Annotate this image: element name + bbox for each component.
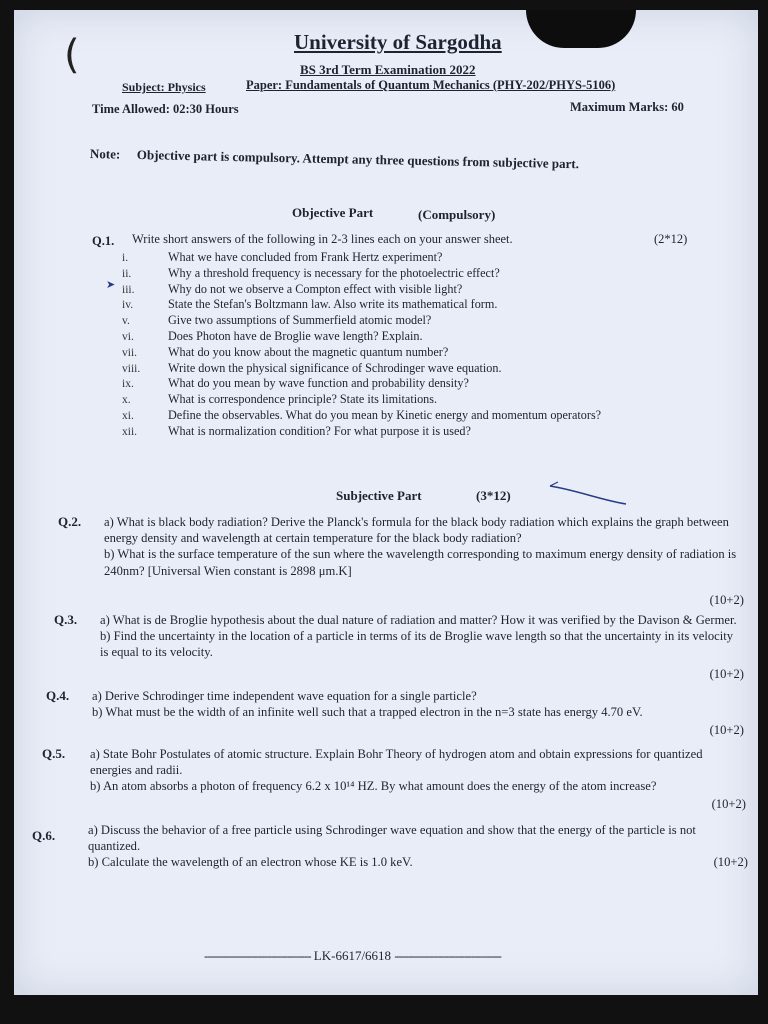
question-part-b: b) Find the uncertainty in the location of a particle in terms of its de Broglie wave length so that the uncertainty in its velocity is equal to its velocity.	[100, 629, 734, 660]
item-text: Does Photon have de Broglie wave length? Explain.	[168, 328, 423, 343]
question-marks: (10+2)	[713, 855, 748, 869]
list-item	[122, 376, 601, 392]
item-text: Why a threshold frequency is necessary for the photoelectric effect?	[168, 265, 500, 280]
objective-heading: Objective Part	[292, 205, 374, 220]
item-number: xii.	[122, 425, 138, 438]
question-block	[100, 612, 744, 680]
question-number: Q.3.	[54, 612, 78, 627]
question-part-b: b) An atom absorbs a photon of frequency 6.2 x 10¹⁴ HZ. By what amount does the energy of the atom increase?	[90, 779, 657, 794]
question-instruction: Write short answers of the following in 2-3 lines each on your answer sheet.	[132, 232, 513, 246]
footer-left-rule: --------------------------------	[204, 948, 311, 963]
short-question-list	[122, 250, 601, 440]
list-item	[122, 408, 601, 424]
list-item	[122, 424, 601, 440]
item-text: What is correspondence principle? State its limitations.	[168, 392, 438, 407]
question-block	[104, 514, 744, 607]
item-number: i.	[122, 252, 129, 264]
subject-label: Subject: Physics	[122, 80, 206, 94]
item-text: Why do not we observe a Compton effect with visible light?	[168, 281, 463, 296]
note-label: Note:	[89, 146, 121, 162]
subjective-marks: (3*12)	[476, 488, 511, 503]
question-number: Q.6.	[32, 828, 56, 843]
question-marks: (10+2)	[709, 667, 744, 681]
item-number: iii.	[122, 283, 135, 296]
list-item	[122, 345, 601, 361]
item-text: Define the observables. What do you mean by Kinetic energy and momentum operators?	[168, 407, 602, 422]
question-marks: (10+2)	[709, 593, 744, 607]
exam-paper-sheet	[14, 10, 758, 995]
question-block	[90, 746, 746, 820]
question-part-a: a) State Bohr Postulates of atomic structure. Explain Bohr Theory of hydrogen atom and obtain expressions for quantized energies and radii.	[90, 747, 703, 778]
item-text: What do you mean by wave function and probability density?	[168, 376, 469, 391]
list-item	[122, 329, 601, 345]
question-marks: (2*12)	[654, 232, 688, 246]
item-number: vi.	[122, 330, 134, 343]
item-number: iv.	[122, 299, 134, 312]
pen-tick-mark: ➤	[106, 279, 116, 291]
question-part-b: b) What must be the width of an infinite well such that a trapped electron in the n=3 state has energy 4.70 eV.	[92, 705, 643, 720]
subjective-heading: Subjective Part	[336, 488, 422, 503]
item-number: x.	[122, 394, 131, 407]
list-item	[122, 250, 601, 266]
footer-code-line	[204, 948, 501, 964]
list-item	[122, 297, 601, 313]
question-number: Q.1.	[92, 234, 115, 248]
footer-right-rule: --------------------------------	[394, 948, 501, 963]
dark-corner-shadow	[526, 10, 636, 48]
item-number: ii.	[122, 267, 132, 280]
objective-compulsory: (Compulsory)	[418, 207, 496, 222]
question-part-a: a) Discuss the behavior of a free particle using Schrodinger wave equation and show that the energy of the particle is not quantized.	[88, 823, 696, 854]
list-item	[122, 313, 601, 329]
item-text: What is normalization condition? For what purpose it is used?	[168, 423, 471, 438]
question-part-a: a) What is black body radiation? Derive the Planck's formula for the black body radiation which explains the graph between energy density and wavelength at certain temperature for the black body radiation?	[104, 515, 729, 546]
question-part-a: a) What is de Broglie hypothesis about the dual nature of radiation and matter? How it was verified by the Davison & Germer.	[100, 613, 737, 627]
question-number: Q.5.	[42, 746, 66, 761]
university-title: University of Sargodha	[294, 30, 502, 54]
item-text: What we have concluded from Frank Hertz experiment?	[168, 250, 443, 264]
note-text: Objective part is compulsory. Attempt any three questions from subjective part.	[136, 146, 580, 172]
question-block	[92, 688, 744, 740]
question-block	[88, 822, 748, 878]
item-text: Write down the physical significance of Schrodinger wave equation.	[168, 360, 502, 375]
question-number: Q.4.	[46, 688, 70, 703]
item-number: xi.	[122, 409, 134, 422]
question-part-b: b) What is the surface temperature of the sun where the wavelength corresponding to maximum energy density of radiation is 240nm? [Universal Wien constant is 2898 μm.K]	[104, 547, 737, 578]
item-number: ix.	[122, 378, 134, 391]
question-number: Q.2.	[58, 514, 82, 529]
item-number: vii.	[122, 346, 138, 359]
item-number: v.	[122, 315, 130, 328]
note-line	[90, 146, 579, 172]
question-part-b: b) Calculate the wavelength of an electron whose KE is 1.0 keV.	[88, 855, 413, 870]
item-text: State the Stefan's Boltzmann law. Also write its mathematical form.	[168, 297, 498, 312]
exam-title: BS 3rd Term Examination 2022	[300, 62, 476, 77]
footer-code: LK-6617/6618	[313, 948, 392, 963]
item-text: Give two assumptions of Summerfield atomic model?	[168, 313, 432, 328]
question-marks: (10+2)	[711, 797, 746, 811]
question-marks: (10+2)	[709, 723, 744, 737]
time-allowed: Time Allowed: 02:30 Hours	[92, 102, 239, 116]
question-part-a: a) Derive Schrodinger time independent wave equation for a single particle?	[92, 689, 477, 703]
item-number: viii.	[122, 362, 141, 375]
pen-scribble	[546, 478, 636, 508]
paper-title: Paper: Fundamentals of Quantum Mechanics (PHY-202/PHYS-5106)	[246, 78, 616, 92]
maximum-marks: Maximum Marks: 60	[570, 100, 684, 114]
pen-mark: (	[64, 32, 80, 78]
list-item	[122, 282, 601, 298]
list-item	[122, 266, 601, 282]
list-item	[122, 392, 601, 408]
list-item	[122, 361, 601, 377]
item-text: What do you know about the magnetic quantum number?	[168, 344, 449, 359]
